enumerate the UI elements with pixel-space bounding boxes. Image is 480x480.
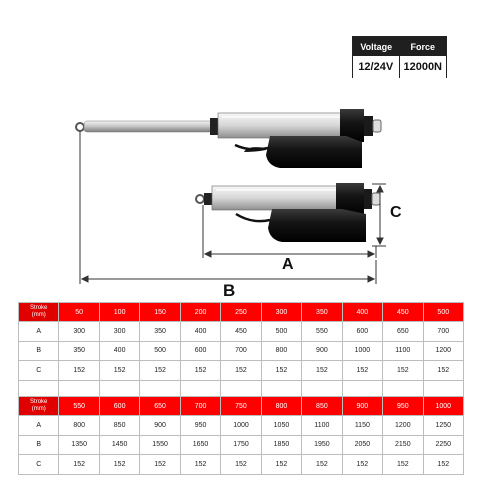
- stroke-value-cell: 350: [302, 303, 342, 322]
- table-cell: 900: [140, 416, 180, 436]
- stroke-value-cell: 50: [59, 303, 99, 322]
- table-cell: 800: [261, 341, 301, 361]
- table-cell: 1000: [342, 341, 382, 361]
- table-cell: 1100: [302, 416, 342, 436]
- table-cell: 1250: [423, 416, 463, 436]
- table-cell: 152: [383, 455, 423, 475]
- table-cell: 650: [383, 322, 423, 342]
- stroke-header-unit: (mm): [31, 312, 46, 318]
- force-value: 12000N: [400, 56, 447, 78]
- stroke-value-cell: 900: [342, 397, 382, 416]
- table-cell: 1750: [221, 435, 261, 455]
- table-cell: 152: [302, 455, 342, 475]
- table-cell: 152: [99, 455, 139, 475]
- table-cell: 152: [261, 455, 301, 475]
- stroke-value-cell: 550: [59, 397, 99, 416]
- stroke-value-cell: 750: [221, 397, 261, 416]
- stroke-value-cell: 150: [140, 303, 180, 322]
- stroke-header-label: Stroke: [30, 305, 48, 311]
- table-cell: 152: [140, 455, 180, 475]
- table-header-row: [19, 303, 464, 322]
- stroke-value-cell: 650: [140, 397, 180, 416]
- table-cell: 152: [261, 361, 301, 381]
- voltage-header: Voltage: [353, 37, 400, 56]
- table-row: [19, 416, 464, 436]
- table-cell: 500: [140, 341, 180, 361]
- table-cell: 1350: [59, 435, 99, 455]
- table-cell: 152: [59, 361, 99, 381]
- stroke-value-cell: 1000: [423, 397, 463, 416]
- table-cell: 500: [261, 322, 301, 342]
- table-cell: 152: [221, 455, 261, 475]
- stroke-header-unit: (mm): [31, 406, 46, 412]
- table-cell: 1100: [383, 341, 423, 361]
- table-cell: 152: [423, 361, 463, 381]
- dimension-b-label: B: [223, 281, 236, 300]
- dimension-c-label: C: [390, 204, 402, 221]
- table-cell: 2050: [342, 435, 382, 455]
- force-header: Force: [400, 37, 447, 56]
- stroke-value-cell: 700: [180, 397, 220, 416]
- table-cell: 1150: [342, 416, 382, 436]
- table-cell: 1850: [261, 435, 301, 455]
- table-cell: 700: [423, 322, 463, 342]
- actuator-extended: [76, 109, 381, 168]
- table-cell: 900: [302, 341, 342, 361]
- stroke-table-1: [18, 302, 464, 400]
- table-cell: 300: [99, 322, 139, 342]
- table-cell: 2150: [383, 435, 423, 455]
- table-cell: 300: [59, 322, 99, 342]
- stroke-value-cell: 850: [302, 397, 342, 416]
- table-header-row: [19, 397, 464, 416]
- table-row: [19, 361, 464, 381]
- table-cell: 152: [180, 361, 220, 381]
- table-cell: 400: [99, 341, 139, 361]
- table-cell: 152: [302, 361, 342, 381]
- table-row: [19, 322, 464, 342]
- table-cell: 1450: [99, 435, 139, 455]
- dimension-a-label: A: [282, 256, 294, 273]
- row-label: C: [19, 455, 59, 475]
- table-row: [19, 435, 464, 455]
- voltage-value: 12/24V: [353, 56, 400, 78]
- actuator-retracted: [196, 183, 380, 242]
- stroke-value-cell: 250: [221, 303, 261, 322]
- table-cell: 550: [302, 322, 342, 342]
- table-cell: 950: [180, 416, 220, 436]
- table-cell: 2250: [423, 435, 463, 455]
- stroke-value-cell: 300: [261, 303, 301, 322]
- table-cell: 1950: [302, 435, 342, 455]
- table-cell: 152: [221, 361, 261, 381]
- row-label: A: [19, 322, 59, 342]
- table-cell: 152: [342, 361, 382, 381]
- stroke-header-label: Stroke: [30, 399, 48, 405]
- table-cell: 1200: [383, 416, 423, 436]
- table-cell: 152: [423, 455, 463, 475]
- stroke-header-cell: [19, 303, 59, 322]
- table-cell: 1200: [423, 341, 463, 361]
- stroke-value-cell: 950: [383, 397, 423, 416]
- row-label: C: [19, 361, 59, 381]
- row-label: B: [19, 341, 59, 361]
- table-cell: 700: [221, 341, 261, 361]
- table-cell: 1550: [140, 435, 180, 455]
- row-label: B: [19, 435, 59, 455]
- table-cell: 450: [221, 322, 261, 342]
- table-cell: 152: [180, 455, 220, 475]
- table-cell: 152: [99, 361, 139, 381]
- table-cell: 600: [342, 322, 382, 342]
- table-cell: 1050: [261, 416, 301, 436]
- stroke-value-cell: 800: [261, 397, 301, 416]
- table-row: [19, 455, 464, 475]
- table-cell: 600: [180, 341, 220, 361]
- table-cell: 152: [383, 361, 423, 381]
- table-cell: 350: [140, 322, 180, 342]
- stroke-value-cell: 500: [423, 303, 463, 322]
- stroke-table-2: [18, 396, 464, 475]
- table-cell: 350: [59, 341, 99, 361]
- table-row: [19, 341, 464, 361]
- table-cell: 400: [180, 322, 220, 342]
- table-cell: 152: [140, 361, 180, 381]
- stroke-value-cell: 100: [99, 303, 139, 322]
- row-label: A: [19, 416, 59, 436]
- stroke-value-cell: 450: [383, 303, 423, 322]
- table-cell: 1650: [180, 435, 220, 455]
- stroke-value-cell: 400: [342, 303, 382, 322]
- stroke-value-cell: 200: [180, 303, 220, 322]
- table-cell: 800: [59, 416, 99, 436]
- stroke-value-cell: 600: [99, 397, 139, 416]
- table-cell: 152: [342, 455, 382, 475]
- table-cell: 1000: [221, 416, 261, 436]
- table-cell: 850: [99, 416, 139, 436]
- stroke-header-cell: [19, 397, 59, 416]
- table-cell: 152: [59, 455, 99, 475]
